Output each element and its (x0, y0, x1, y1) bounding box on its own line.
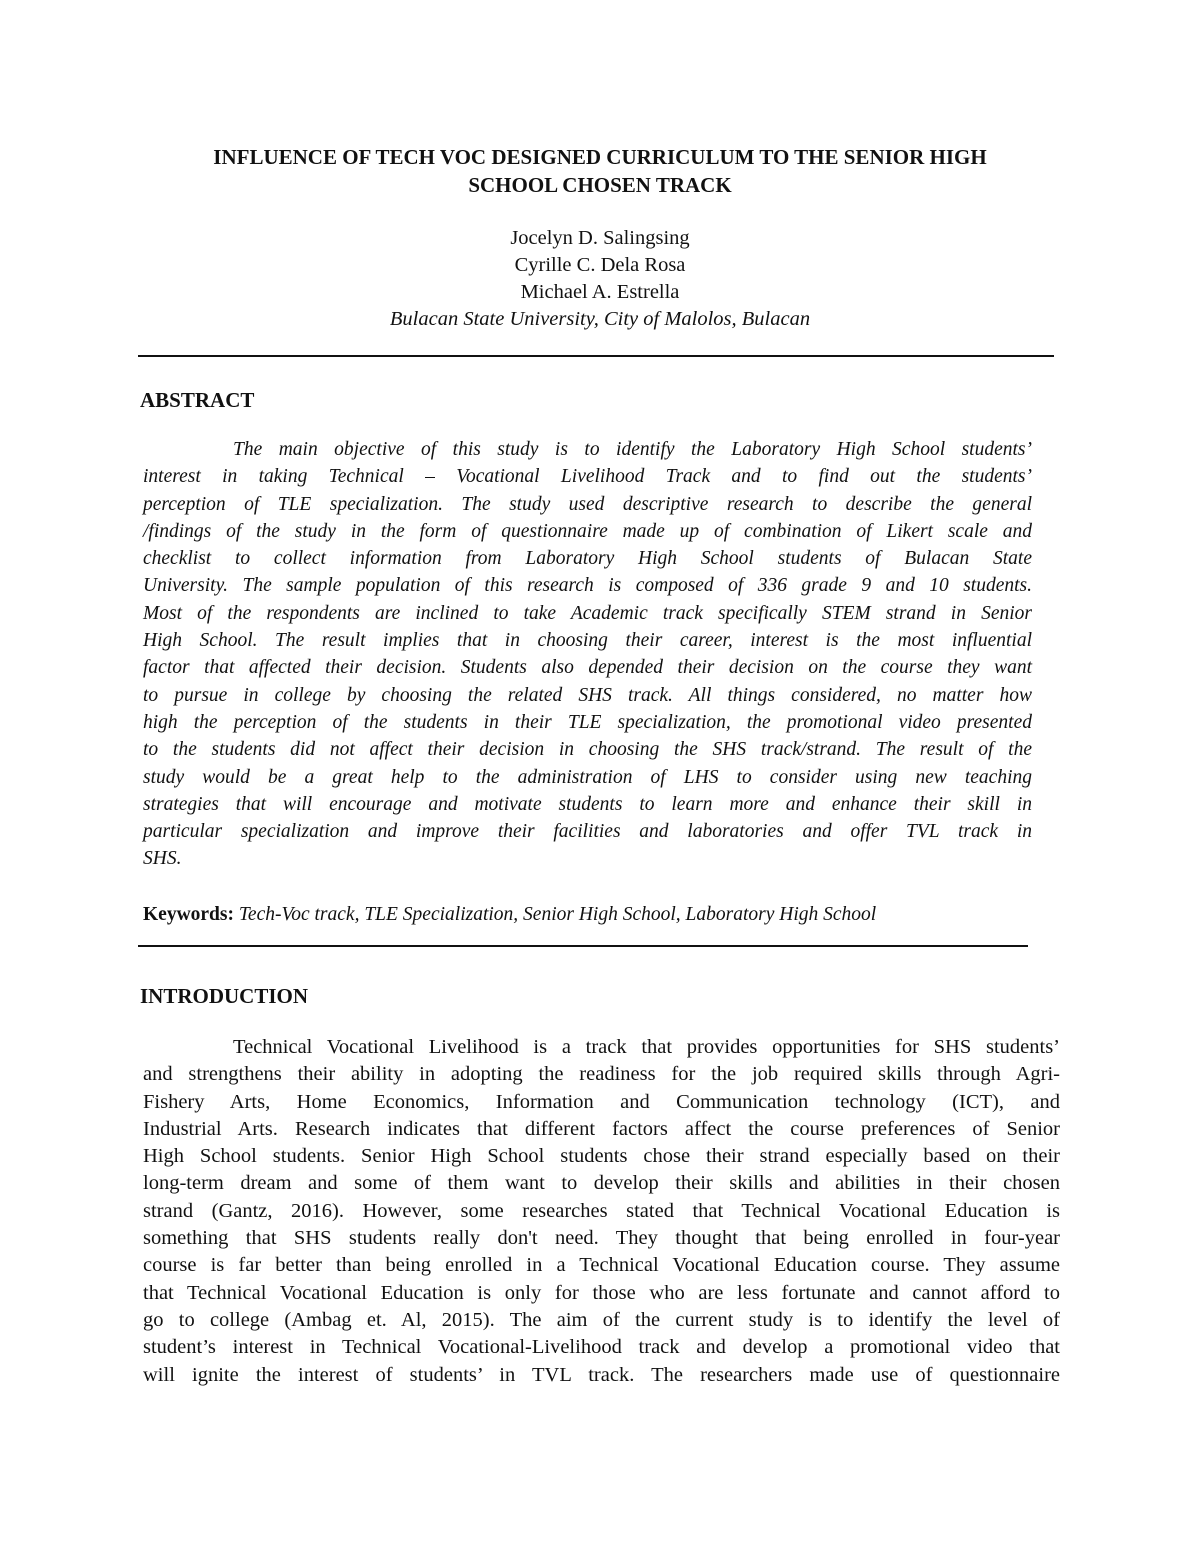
intro-line: Fishery Arts, Home Economics, Information and Communication technology (ICT), and (143, 1090, 1060, 1113)
abstract-line: Most of the respondents are inclined to take Academic track specifically STEM strand in Senior (143, 602, 1032, 624)
abstract-line: SHS. (143, 848, 182, 870)
abstract-line: University. The sample population of this research is composed of 336 grade 9 and 10 students. (143, 575, 1032, 597)
intro-line: strand (Gantz, 2016). However, some researches stated that Technical Vocational Education is (143, 1199, 1060, 1222)
abstract-line: perception of TLE specialization. The study used descriptive research to describe the general (143, 493, 1032, 515)
intro-line: will ignite the interest of students’ in TVL track. The researchers made use of questionnaire (143, 1363, 1060, 1386)
intro-line: student’s interest in Technical Vocational-Livelihood track and develop a promotional video that (143, 1336, 1060, 1359)
intro-line: Industrial Arts. Research indicates that different factors affect the course preferences of Senior (143, 1117, 1060, 1140)
author-name: Michael A. Estrella (520, 281, 680, 303)
abstract-line: strategies that will encourage and motivate students to learn more and enhance their skill in (143, 793, 1032, 815)
introduction-heading: INTRODUCTION (140, 984, 309, 1008)
abstract-line: /findings of the study in the form of questionnaire made up of combination of Likert scale and (143, 520, 1032, 542)
author-name: Jocelyn D. Salingsing (510, 227, 690, 249)
abstract-line: factor that affected their decision. Students also depended their decision on the course they want (143, 657, 1032, 679)
abstract-line: study would be a great help to the administration of LHS to consider using new teaching (143, 766, 1032, 788)
intro-line: and strengthens their ability in adopting the readiness for the job required skills through Agri- (143, 1063, 1060, 1086)
title-line-2: SCHOOL CHOSEN TRACK (468, 173, 732, 197)
abstract-heading: ABSTRACT (140, 388, 255, 412)
abstract-line: to pursue in college by choosing the related SHS track. All things considered, no matter how (143, 684, 1032, 706)
divider-rule-top (138, 355, 1054, 357)
abstract-line: particular specialization and improve their facilities and laboratories and offer TVL track in (143, 821, 1032, 843)
introduction-body (143, 1034, 1060, 1389)
abstract-line: High School. The result implies that in choosing their career, interest is the most influential (143, 630, 1032, 652)
title-line-1: INFLUENCE OF TECH VOC DESIGNED CURRICULUM TO THE SENIOR HIGH (213, 145, 987, 169)
divider-rule-bottom (138, 945, 1028, 947)
intro-line: High School students. Senior High School students chose their strand especially based on their (143, 1145, 1060, 1168)
affiliation: Bulacan State University, City of Malolos, Bulacan (389, 308, 811, 330)
abstract-line: high the perception of the students in their TLE specialization, the promotional video presented (143, 711, 1032, 733)
intro-line: Technical Vocational Livelihood is a track that provides opportunities for SHS students’ (233, 1036, 1060, 1058)
author-block (140, 225, 1060, 333)
keywords-value: Tech-Voc track, TLE Specialization, Senior High School, Laboratory High School (238, 904, 877, 925)
abstract-line: checklist to collect information from Laboratory High School students of Bulacan State (143, 548, 1032, 570)
abstract-line: to the students did not affect their decision in choosing the SHS track/strand. The result of the (143, 739, 1032, 761)
abstract-line: interest in taking Technical – Vocational Livelihood Track and to find out the students’ (143, 466, 1032, 488)
intro-line: something that SHS students really don't need. They thought that being enrolled in four-year (143, 1227, 1060, 1250)
intro-line: course is far better than being enrolled in a Technical Vocational Education course. They assume (143, 1254, 1060, 1277)
paper-title (140, 143, 1060, 199)
intro-line: long-term dream and some of them want to develop their skills and abilities in their chosen (143, 1172, 1060, 1195)
intro-line: go to college (Ambag et. Al, 2015). The aim of the current study is to identify the level of (143, 1308, 1060, 1331)
keywords-label: Keywords: (143, 904, 234, 925)
author-name: Cyrille C. Dela Rosa (514, 254, 686, 276)
abstract-line: The main objective of this study is to identify the Laboratory High School students’ (233, 439, 1032, 460)
abstract-body (143, 436, 1032, 873)
intro-line: that Technical Vocational Education is only for those who are less fortunate and cannot afford to (143, 1281, 1060, 1304)
keywords-line (143, 901, 876, 928)
